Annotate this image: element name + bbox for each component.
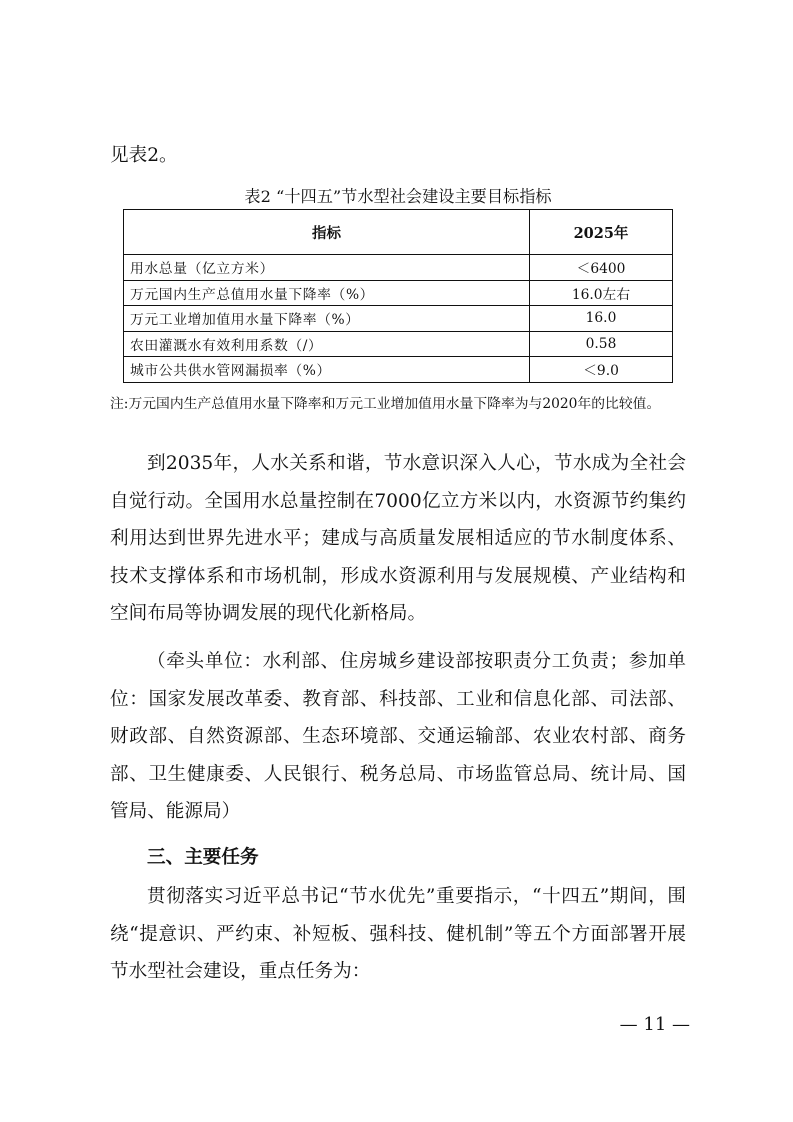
indicator-value: 0.58	[530, 331, 673, 357]
targets-table	[123, 209, 673, 383]
table-row	[124, 357, 673, 383]
section-heading: 三、主要任务	[147, 847, 259, 868]
indicator-value: ＜6400	[530, 255, 673, 281]
responsible-units-paragraph: （牵头单位：水利部、住房城乡建设部按职责分工负责；参加单位：国家发展改革委、教育部、科技部、工业和信息化部、司法部、财政部、自然资源部、生态环境部、交通运输部、农业农村部、商务部、卫生健康委、人民银行、税务总局、市场监管总局、统计局、国管局、能源局）	[110, 651, 686, 823]
indicator-name: 万元国内生产总值用水量下降率（%）	[124, 280, 530, 306]
page-number: — 11 —	[619, 1014, 690, 1035]
table-row	[124, 255, 673, 281]
table-row	[124, 306, 673, 332]
intro-text: 见表2。	[110, 145, 178, 166]
indicator-value: 16.0左右	[530, 280, 673, 306]
main-tasks-paragraph: 贯彻落实习近平总书记“节水优先”重要指示，“十四五”期间，围绕“提意识、严约束、补短板、强科技、健机制”等五个方面部署开展节水型社会建设，重点任务为：	[110, 886, 686, 983]
indicator-value: ＜9.0	[530, 357, 673, 383]
indicator-name: 城市公共供水管网漏损率（%）	[124, 357, 530, 383]
table-row	[124, 331, 673, 357]
indicator-name: 万元工业增加值用水量下降率（%）	[124, 306, 530, 332]
table-row	[124, 280, 673, 306]
paragraph-2035-goals: 到2035年，人水关系和谐，节水意识深入人心，节水成为全社会自觉行动。全国用水总量控制在7000亿立方米以内，水资源节约集约利用达到世界先进水平；建成与高质量发展相适应的节水制度体系、技术支撑体系和市场机制，形成水资源利用与发展规模、产业结构和空间布局等协调发展的现代化新格局。	[110, 453, 686, 625]
column-header-2025: 2025年	[530, 210, 673, 255]
indicator-value: 16.0	[530, 306, 673, 332]
indicator-name: 农田灌溉水有效利用系数（/）	[124, 331, 530, 357]
table-caption: 表2 “十四五”节水型社会建设主要目标指标	[244, 187, 552, 206]
table-note: 注:万元国内生产总值用水量下降率和万元工业增加值用水量下降率为与2020年的比较值。	[110, 396, 661, 412]
table-header-row	[124, 210, 673, 255]
column-header-indicator: 指标	[124, 210, 530, 255]
indicator-name: 用水总量（亿立方米）	[124, 255, 530, 281]
